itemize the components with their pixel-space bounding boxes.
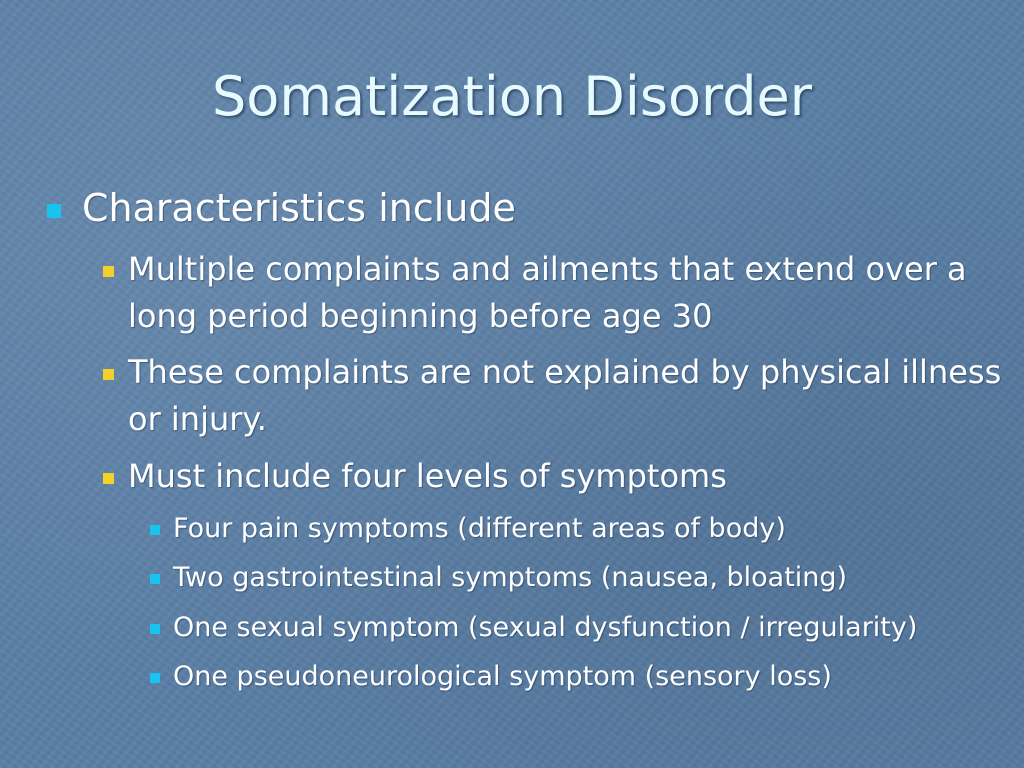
bullet-item-level3 bbox=[173, 558, 1013, 598]
bullet-item-level2 bbox=[128, 246, 1018, 340]
bullet-text: These complaints are not explained by physical illness or injury. bbox=[128, 353, 1002, 438]
bullet-item-level3 bbox=[173, 509, 1013, 549]
square-bullet-icon bbox=[150, 624, 160, 634]
bullet-item-level2 bbox=[128, 453, 1018, 500]
bullet-item-level2 bbox=[128, 349, 1018, 443]
bullet-text: Must include four levels of symptoms bbox=[128, 457, 727, 495]
slide-title: Somatization Disorder bbox=[212, 65, 812, 128]
bullet-text: One sexual symptom (sexual dysfunction / irregularity) bbox=[173, 612, 918, 643]
bullet-text: Two gastrointestinal symptoms (nausea, bloating) bbox=[173, 562, 848, 593]
bullet-item-level3 bbox=[173, 657, 1013, 697]
bullet-text: One pseudoneurological symptom (sensory loss) bbox=[173, 661, 832, 692]
square-bullet-icon bbox=[103, 369, 114, 380]
bullet-text: Four pain symptoms (different areas of body) bbox=[173, 513, 786, 544]
square-bullet-icon bbox=[150, 525, 160, 535]
bullet-item-level3 bbox=[173, 608, 1013, 648]
bullet-text: Characteristics include bbox=[82, 186, 516, 230]
square-bullet-icon bbox=[103, 266, 114, 277]
bullet-item-level1 bbox=[82, 185, 982, 231]
bullet-text: Multiple complaints and ailments that extend over a long period beginning before age 30 bbox=[128, 250, 967, 335]
square-bullet-icon bbox=[103, 473, 114, 484]
square-bullet-icon bbox=[150, 574, 160, 584]
square-bullet-icon bbox=[47, 204, 61, 218]
square-bullet-icon bbox=[150, 673, 160, 683]
